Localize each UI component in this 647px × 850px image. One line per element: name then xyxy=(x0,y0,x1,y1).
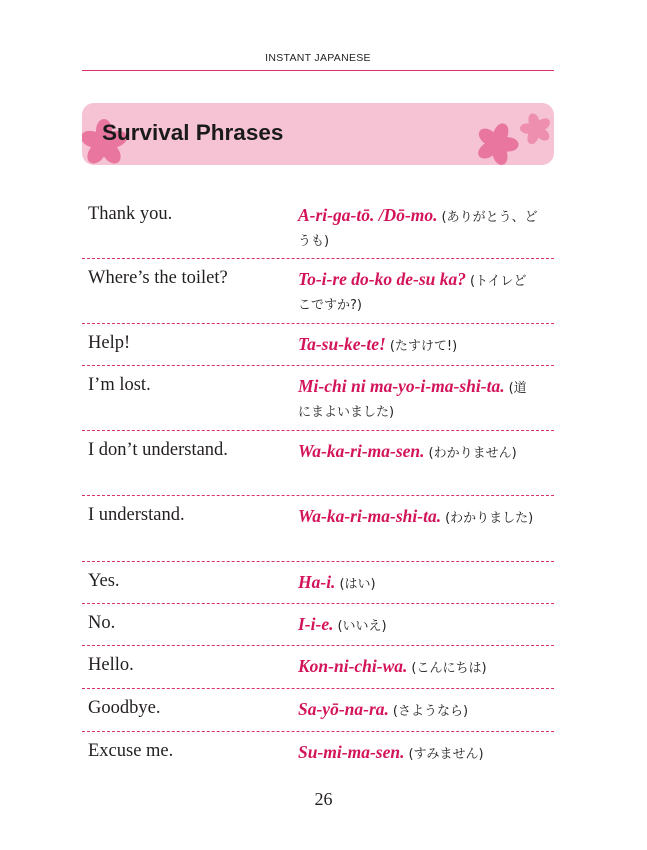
running-head: INSTANT JAPANESE xyxy=(265,52,371,64)
phrase-row xyxy=(82,496,554,562)
romaji-text: Wa-ka-ri-ma-shi-ta. xyxy=(298,506,442,526)
phrase-row xyxy=(82,562,554,604)
phrase-row xyxy=(82,259,554,324)
romaji-text: I-i-e. xyxy=(298,614,334,634)
kana-text: (いいえ) xyxy=(337,619,387,634)
english-phrase: Goodbye. xyxy=(88,698,161,718)
japanese-phrase xyxy=(298,741,538,766)
kana-text: (ありがとう、どうも) xyxy=(298,210,538,249)
romaji-text: Ta-su-ke-te! xyxy=(298,334,386,354)
japanese-phrase xyxy=(298,440,538,465)
japanese-phrase xyxy=(298,613,538,638)
romaji-text: To-i-re do-ko de-su ka? xyxy=(298,269,467,289)
page-number: 26 xyxy=(314,789,333,809)
kana-text: (トイレどこですか?) xyxy=(298,274,527,313)
romaji-text: Su-mi-ma-sen. xyxy=(298,742,405,762)
romaji-text: Wa-ka-ri-ma-sen. xyxy=(298,441,425,461)
english-phrase: I understand. xyxy=(88,505,185,525)
english-phrase: Excuse me. xyxy=(88,741,174,761)
romaji-text: Kon-ni-chi-wa. xyxy=(298,656,408,676)
romaji-text: A-ri-ga-tō. /Dō-mo. xyxy=(298,205,438,225)
english-phrase: Hello. xyxy=(88,655,134,675)
kana-text: (さようなら) xyxy=(392,704,469,719)
phrase-row xyxy=(82,732,554,774)
kana-text: (たすけて!) xyxy=(389,339,458,354)
kana-text: (わかりません) xyxy=(428,446,517,461)
japanese-phrase xyxy=(298,505,538,530)
section-title: Survival Phrases xyxy=(102,120,284,145)
japanese-phrase xyxy=(298,698,538,723)
romaji-text: Mi-chi ni ma-yo-i-ma-shi-ta. xyxy=(298,376,505,396)
phrase-row xyxy=(82,324,554,366)
japanese-phrase xyxy=(298,375,538,424)
english-phrase: I don’t understand. xyxy=(88,440,228,460)
japanese-phrase xyxy=(298,268,538,317)
kana-text: (はい) xyxy=(339,577,376,592)
sakura-blossom-icon xyxy=(516,109,554,149)
japanese-phrase xyxy=(298,655,538,680)
english-phrase: Help! xyxy=(88,333,131,353)
kana-text: (道にまよいました) xyxy=(298,381,527,420)
phrase-row xyxy=(82,366,554,431)
phrase-row xyxy=(82,604,554,646)
phrase-row xyxy=(82,646,554,689)
phrase-row xyxy=(82,195,554,259)
english-phrase: I’m lost. xyxy=(88,375,151,395)
romaji-text: Ha-i. xyxy=(298,572,336,592)
section-banner xyxy=(82,103,554,165)
kana-text: (わかりました) xyxy=(445,511,534,526)
phrase-row xyxy=(82,431,554,496)
kana-text: (こんにちは) xyxy=(411,661,487,676)
english-phrase: No. xyxy=(88,613,116,633)
english-phrase: Where’s the toilet? xyxy=(88,268,228,288)
romaji-text: Sa-yō-na-ra. xyxy=(298,699,389,719)
english-phrase: Yes. xyxy=(88,571,120,591)
header-rule xyxy=(82,70,554,71)
phrase-row xyxy=(82,689,554,732)
phrase-table xyxy=(82,195,554,774)
japanese-phrase xyxy=(298,204,538,253)
japanese-phrase xyxy=(298,571,538,596)
kana-text: (すみません) xyxy=(408,747,484,762)
japanese-phrase xyxy=(298,333,538,358)
english-phrase: Thank you. xyxy=(88,204,173,224)
